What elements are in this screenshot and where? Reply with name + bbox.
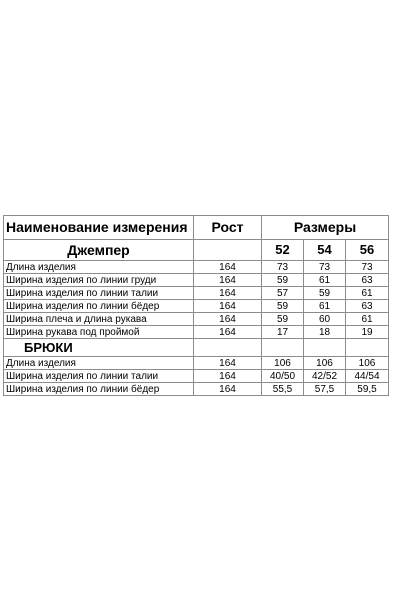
size-value: 59 bbox=[262, 274, 304, 287]
table-header-row bbox=[4, 216, 389, 240]
measure-label: Ширина изделия по линии бёдер bbox=[4, 300, 194, 313]
size-chart-table bbox=[3, 215, 389, 396]
size-value: 40/50 bbox=[262, 370, 304, 383]
size-value: 73 bbox=[262, 261, 304, 274]
section-trousers-row bbox=[4, 339, 389, 357]
header-parameter: Наименование измерения bbox=[4, 216, 194, 240]
measure-label: Длина изделия bbox=[4, 357, 194, 370]
height-value: 164 bbox=[194, 370, 262, 383]
size-value: 42/52 bbox=[304, 370, 346, 383]
size-value: 59 bbox=[262, 313, 304, 326]
section-empty-cell bbox=[262, 339, 304, 357]
table-row bbox=[4, 274, 389, 287]
size-value: 57,5 bbox=[304, 383, 346, 396]
section-title-jumper: Джемпер bbox=[4, 240, 194, 261]
table-row bbox=[4, 261, 389, 274]
section-empty-cell bbox=[194, 240, 262, 261]
table-row bbox=[4, 383, 389, 396]
height-value: 164 bbox=[194, 261, 262, 274]
size-value: 60 bbox=[304, 313, 346, 326]
size-value: 61 bbox=[304, 300, 346, 313]
size-value: 106 bbox=[346, 357, 389, 370]
header-height: Рост bbox=[194, 216, 262, 240]
size-value: 73 bbox=[346, 261, 389, 274]
size-value: 63 bbox=[346, 274, 389, 287]
size-value: 19 bbox=[346, 326, 389, 339]
section-empty-cell bbox=[304, 339, 346, 357]
height-value: 164 bbox=[194, 287, 262, 300]
measure-label: Ширина рукава под проймой bbox=[4, 326, 194, 339]
measure-label: Ширина изделия по линии талии bbox=[4, 287, 194, 300]
size-value: 61 bbox=[346, 313, 389, 326]
size-label-54: 54 bbox=[304, 240, 346, 261]
table-row bbox=[4, 326, 389, 339]
size-label-52: 52 bbox=[262, 240, 304, 261]
size-value: 73 bbox=[304, 261, 346, 274]
size-value: 59 bbox=[262, 300, 304, 313]
size-value: 55,5 bbox=[262, 383, 304, 396]
size-value: 61 bbox=[304, 274, 346, 287]
height-value: 164 bbox=[194, 357, 262, 370]
size-value: 57 bbox=[262, 287, 304, 300]
header-sizes: Размеры bbox=[262, 216, 389, 240]
size-value: 44/54 bbox=[346, 370, 389, 383]
size-value: 59,5 bbox=[346, 383, 389, 396]
section-empty-cell bbox=[346, 339, 389, 357]
measure-label: Ширина изделия по линии бёдер bbox=[4, 383, 194, 396]
size-value: 61 bbox=[346, 287, 389, 300]
height-value: 164 bbox=[194, 300, 262, 313]
size-label-56: 56 bbox=[346, 240, 389, 261]
table-row bbox=[4, 300, 389, 313]
height-value: 164 bbox=[194, 326, 262, 339]
table-row bbox=[4, 357, 389, 370]
section-jumper-row bbox=[4, 240, 389, 261]
section-empty-cell bbox=[194, 339, 262, 357]
measure-label: Ширина изделия по линии груди bbox=[4, 274, 194, 287]
table-row bbox=[4, 313, 389, 326]
size-value: 106 bbox=[262, 357, 304, 370]
size-value: 17 bbox=[262, 326, 304, 339]
table-row bbox=[4, 370, 389, 383]
size-value: 59 bbox=[304, 287, 346, 300]
measure-label: Длина изделия bbox=[4, 261, 194, 274]
size-value: 18 bbox=[304, 326, 346, 339]
section-title-trousers: БРЮКИ bbox=[4, 339, 194, 357]
height-value: 164 bbox=[194, 313, 262, 326]
measure-label: Ширина изделия по линии талии bbox=[4, 370, 194, 383]
measure-label: Ширина плеча и длина рукава bbox=[4, 313, 194, 326]
size-value: 106 bbox=[304, 357, 346, 370]
height-value: 164 bbox=[194, 274, 262, 287]
table-row bbox=[4, 287, 389, 300]
size-value: 63 bbox=[346, 300, 389, 313]
height-value: 164 bbox=[194, 383, 262, 396]
